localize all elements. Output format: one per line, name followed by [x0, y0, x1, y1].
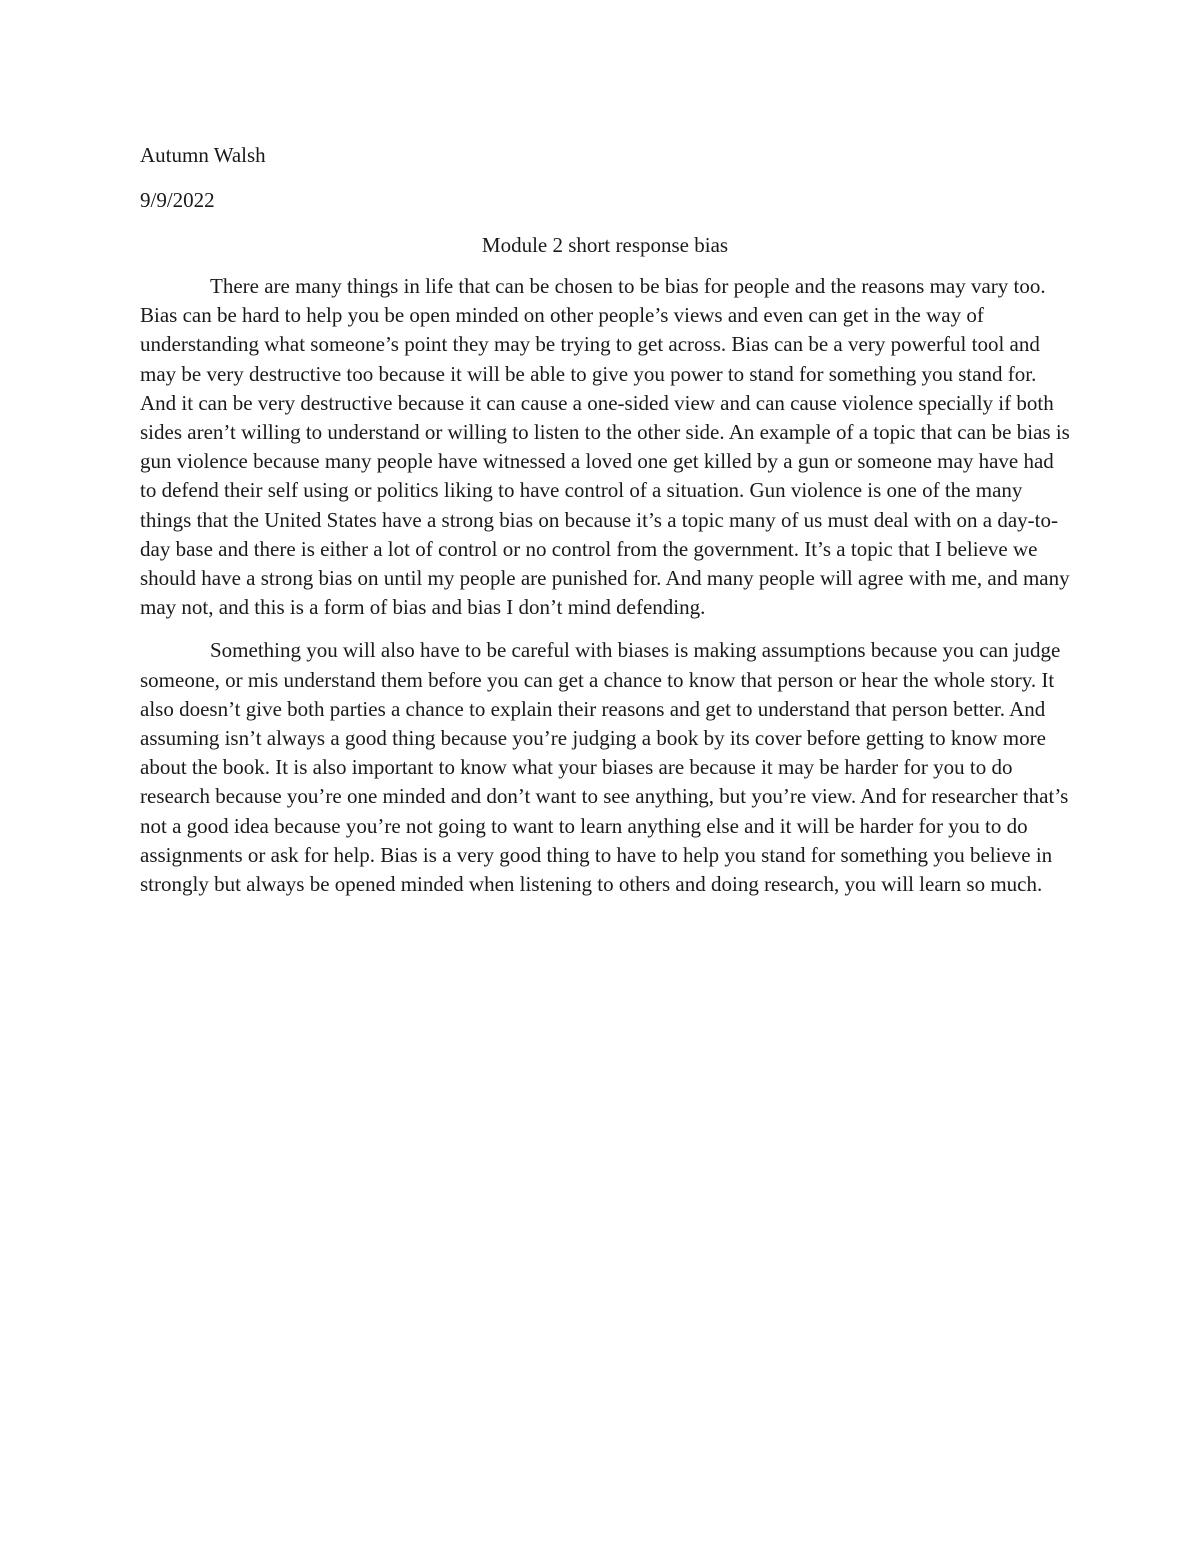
body-paragraph-1: There are many things in life that can be chosen to be bias for people and the reasons may vary too. Bias can be hard to help you be open minded on other people’s views and even can get in the way of understanding what someone’s point they may be trying to get across. Bias can be a very powerful tool and may be very destructive too because it will be able to give you power to stand for something you stand for. And it can be very destructive because it can cause a one-sided view and can cause violence specially if both sides aren’t willing to understand or willing to listen to the other side. An example of a topic that can be bias is gun violence because many people have witnessed a loved one get killed by a gun or someone may have had to defend their self using or politics liking to have control of a situation. Gun violence is one of the many things that the United States have a strong bias on because it’s a topic many of us must deal with on a day-to-day base and there is either a lot of control or no control from the government. It’s a topic that I believe we should have a strong bias on until my people are punished for. And many people will agree with me, and many may not, and this is a form of bias and bias I don’t mind defending. — [140, 274, 1070, 620]
document-date: 9/9/2022 — [140, 188, 215, 212]
author-name: Autumn Walsh — [140, 143, 266, 167]
body-paragraph-2: Something you will also have to be careful with biases is making assumptions because you can judge someone, or mis understand them before you can get a chance to know that person or hear the whole story. It also doesn’t give both parties a chance to explain their reasons and get to understand that person better. And assuming isn’t always a good thing because you’re judging a book by its cover before getting to know more about the book. It is also important to know what your biases are because it may be harder for you to do research because you’re one minded and don’t want to see anything, but you’re view. And for researcher that’s not a good idea because you’re not going to want to learn anything else and it will be harder for you to do assignments or ask for help. Bias is a very good thing to have to help you stand for something you believe in strongly but always be opened minded when listening to others and doing research, you will learn so much. — [140, 638, 1069, 897]
text-body — [140, 141, 1070, 899]
document-title: Module 2 short response bias — [481, 233, 729, 257]
